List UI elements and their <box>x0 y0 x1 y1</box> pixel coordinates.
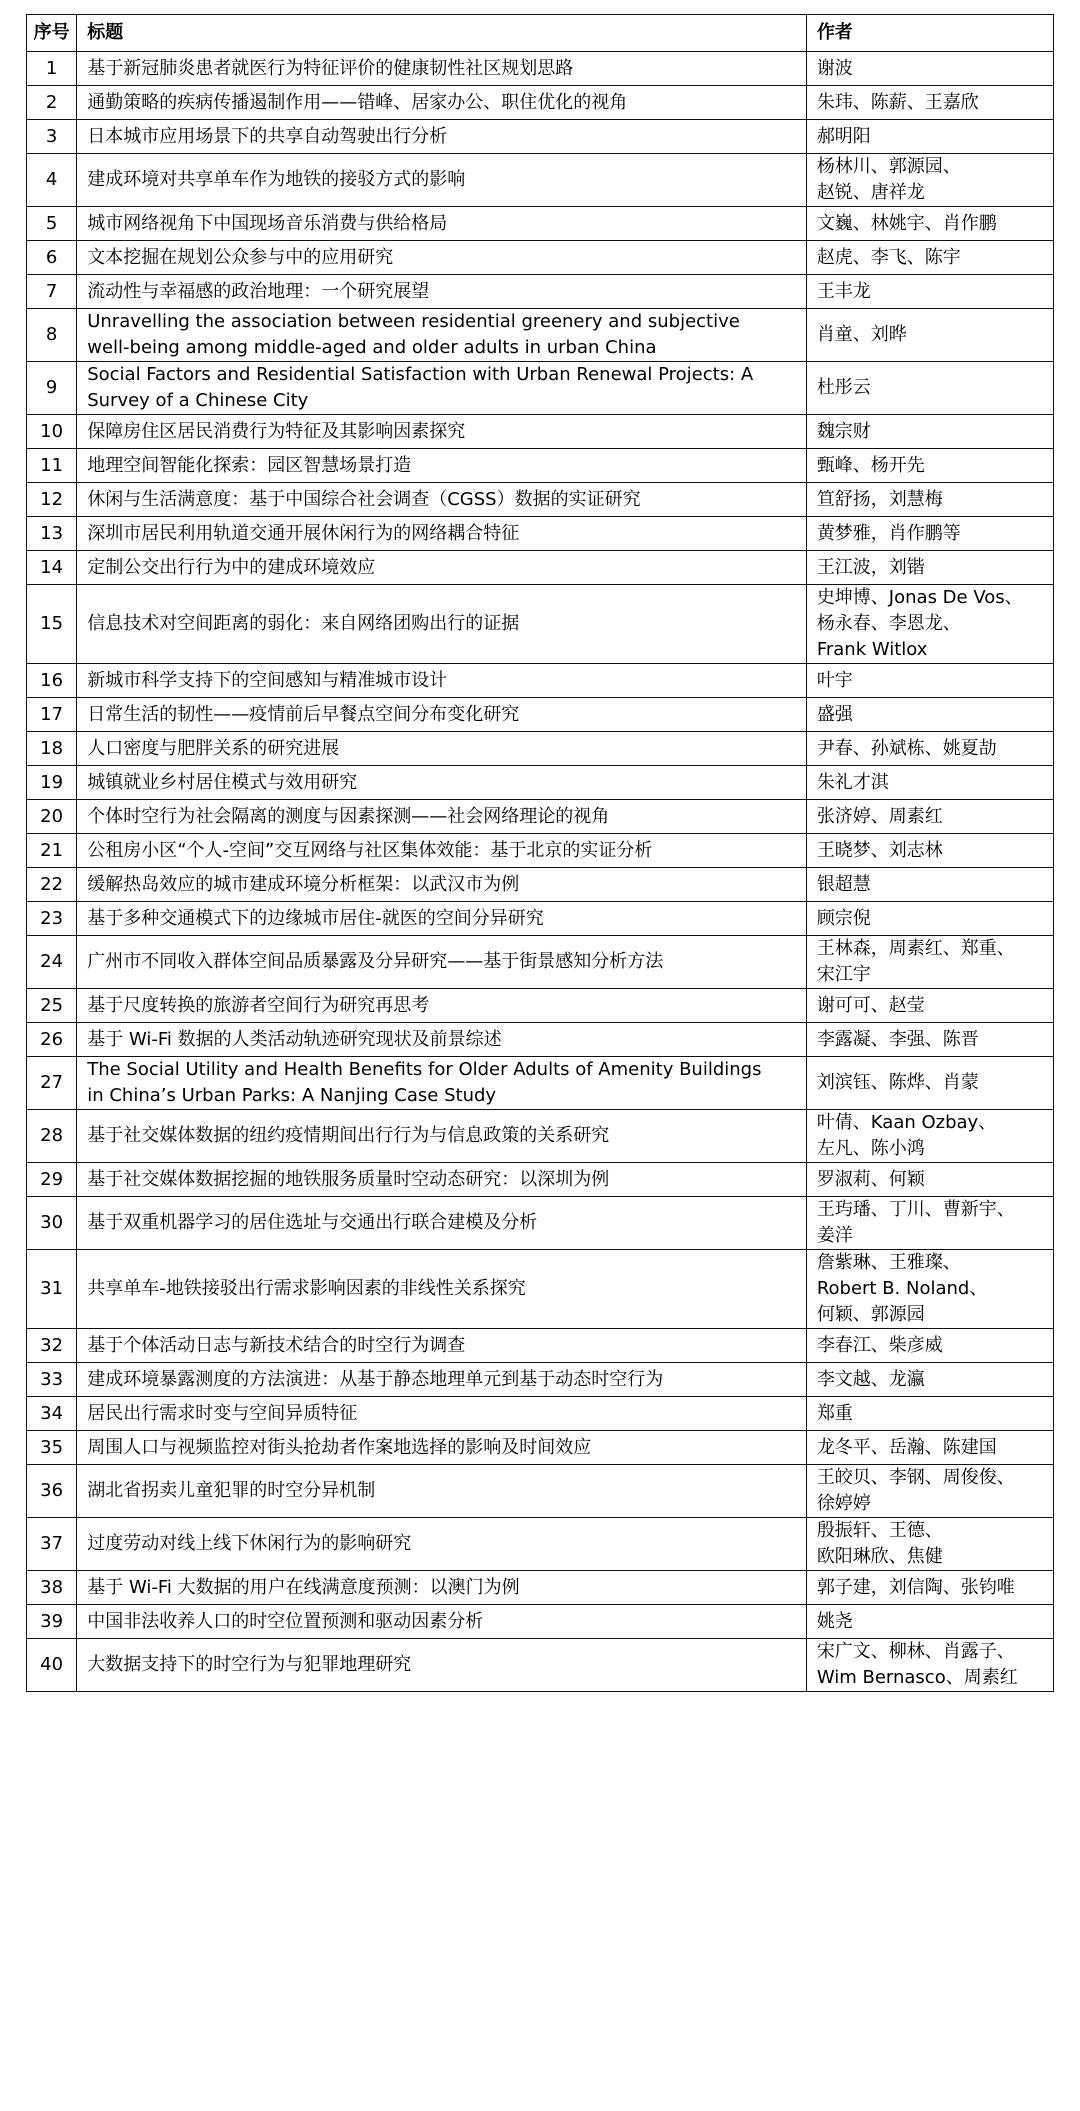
paper-title <box>77 1431 807 1465</box>
author-line: 甄峰、杨开先 <box>816 454 925 476</box>
author-line: 盛强 <box>816 703 853 725</box>
paper-title <box>77 1571 807 1605</box>
row-number: 17 <box>27 698 77 732</box>
row-number: 24 <box>27 936 77 989</box>
row-number: 7 <box>27 275 77 309</box>
paper-authors <box>806 1431 1053 1465</box>
author-line: 赵虎、李飞、陈宇 <box>816 246 961 268</box>
paper-authors <box>806 207 1053 241</box>
paper-title <box>77 362 807 415</box>
row-number: 40 <box>27 1639 77 1692</box>
paper-title <box>77 1250 807 1329</box>
author-line: Robert B. Noland、 <box>816 1278 988 1299</box>
row-number: 2 <box>27 86 77 120</box>
table-row <box>27 120 1054 154</box>
paper-authors <box>806 241 1053 275</box>
author-line: 刘滨钰、陈烨、肖蒙 <box>816 1072 979 1093</box>
author-line: 何颖、郭源园 <box>816 1304 925 1325</box>
paper-title <box>77 120 807 154</box>
author-line: 肖童、刘晔 <box>816 324 907 345</box>
title-line: 基于个体活动日志与新技术结合的时空行为调查 <box>87 1334 466 1356</box>
author-line: 王林森，周素红、郑重、 <box>816 938 1015 959</box>
author-line: 李露凝、李强、陈晋 <box>816 1028 979 1050</box>
paper-title <box>77 86 807 120</box>
author-line: 银超慧 <box>816 873 871 895</box>
author-line: 李文越、龙瀛 <box>816 1368 925 1390</box>
title-line: Unravelling the association between residential greenery and subjective <box>87 311 740 332</box>
paper-authors <box>806 868 1053 902</box>
table-row <box>27 1329 1054 1363</box>
paper-authors <box>806 1571 1053 1605</box>
table-row <box>27 86 1054 120</box>
row-number: 3 <box>27 120 77 154</box>
title-line: well-being among middle-aged and older adults in urban China <box>87 337 657 358</box>
title-line: 湖北省拐卖儿童犯罪的时空分异机制 <box>87 1480 376 1501</box>
title-line: 保障房住区居民消费行为特征及其影响因素探究 <box>87 420 466 442</box>
table-row <box>27 415 1054 449</box>
title-line: 地理空间智能化探索：园区智慧场景打造 <box>87 454 412 476</box>
paper-authors <box>806 800 1053 834</box>
title-line: 深圳市居民利用轨道交通开展休闲行为的网络耦合特征 <box>87 522 520 544</box>
table-row <box>27 551 1054 585</box>
paper-authors <box>806 664 1053 698</box>
paper-title <box>77 1465 807 1518</box>
title-line: 基于 Wi-Fi 数据的人类活动轨迹研究现状及前景综述 <box>87 1028 502 1050</box>
title-line: 日常生活的韧性——疫情前后早餐点空间分布变化研究 <box>87 703 520 725</box>
author-line: 姚尧 <box>816 1610 853 1632</box>
table-row <box>27 1397 1054 1431</box>
paper-title <box>77 868 807 902</box>
title-line: 大数据支持下的时空行为与犯罪地理研究 <box>87 1654 412 1675</box>
author-line: 尹春、孙斌栋、姚夏劼 <box>816 737 997 759</box>
table-row <box>27 1110 1054 1163</box>
paper-title <box>77 989 807 1023</box>
table-row <box>27 1518 1054 1571</box>
author-line: 叶倩、Kaan Ozbay、 <box>816 1112 997 1133</box>
row-number: 13 <box>27 517 77 551</box>
author-line: Wim Bernasco、周素红 <box>816 1667 1018 1688</box>
row-number: 29 <box>27 1163 77 1197</box>
paper-title <box>77 241 807 275</box>
paper-authors <box>806 362 1053 415</box>
author-line: Frank Witlox <box>816 639 928 660</box>
paper-authors <box>806 86 1053 120</box>
table-row <box>27 241 1054 275</box>
table-row <box>27 517 1054 551</box>
table-row <box>27 902 1054 936</box>
author-line: 赵锐、唐祥龙 <box>816 182 925 203</box>
title-line: 基于社交媒体数据挖掘的地铁服务质量时空动态研究：以深圳为例 <box>87 1168 610 1190</box>
paper-title <box>77 1397 807 1431</box>
header-num: 序号 <box>27 15 77 52</box>
author-line: 詹紫琳、王雅璨、 <box>816 1252 961 1273</box>
table-row <box>27 664 1054 698</box>
paper-title <box>77 415 807 449</box>
paper-title <box>77 936 807 989</box>
author-line: 文巍、林姚宇、肖作鹏 <box>816 212 997 234</box>
title-line: 休闲与生活满意度：基于中国综合社会调查（CGSS）数据的实证研究 <box>87 488 641 510</box>
title-line: 城镇就业乡村居住模式与效用研究 <box>87 771 358 793</box>
paper-title <box>77 732 807 766</box>
paper-authors <box>806 52 1053 86</box>
paper-authors <box>806 1639 1053 1692</box>
paper-title <box>77 664 807 698</box>
author-line: 左凡、陈小鸿 <box>816 1138 925 1159</box>
title-line: 建成环境暴露测度的方法演进：从基于静态地理单元到基于动态时空行为 <box>87 1368 664 1390</box>
paper-authors <box>806 551 1053 585</box>
paper-title <box>77 698 807 732</box>
paper-title <box>77 551 807 585</box>
title-line: 周围人口与视频监控对街头抢劫者作案地选择的影响及时间效应 <box>87 1436 592 1458</box>
paper-title <box>77 834 807 868</box>
table-row <box>27 868 1054 902</box>
table-row <box>27 936 1054 989</box>
author-line: 朱玮、陈薪、王嘉欣 <box>816 91 979 113</box>
table-row <box>27 989 1054 1023</box>
row-number: 8 <box>27 309 77 362</box>
paper-authors <box>806 483 1053 517</box>
table-row <box>27 154 1054 207</box>
title-line: 过度劳动对线上线下休闲行为的影响研究 <box>87 1533 412 1554</box>
paper-authors <box>806 1110 1053 1163</box>
row-number: 30 <box>27 1197 77 1250</box>
paper-title <box>77 1518 807 1571</box>
table-row <box>27 1431 1054 1465</box>
header-title: 标题 <box>77 15 807 52</box>
table-row <box>27 275 1054 309</box>
table-row <box>27 834 1054 868</box>
title-line: 人口密度与肥胖关系的研究进展 <box>87 737 340 759</box>
row-number: 14 <box>27 551 77 585</box>
row-number: 35 <box>27 1431 77 1465</box>
author-line: 欧阳琳欣、焦健 <box>816 1546 943 1567</box>
table-body <box>27 52 1054 1692</box>
table-row <box>27 698 1054 732</box>
row-number: 4 <box>27 154 77 207</box>
paper-title <box>77 483 807 517</box>
paper-title <box>77 517 807 551</box>
author-line: 徐婷婷 <box>816 1493 871 1514</box>
paper-title <box>77 1605 807 1639</box>
author-line: 王玙璠、丁川、曹新宇、 <box>816 1199 1015 1220</box>
paper-title <box>77 154 807 207</box>
header-author: 作者 <box>806 15 1053 52</box>
title-line: 定制公交出行行为中的建成环境效应 <box>87 556 376 578</box>
title-line: 基于 Wi-Fi 大数据的用户在线满意度预测：以澳门为例 <box>87 1576 520 1598</box>
author-line: 黄梦雅，肖作鹏等 <box>816 522 961 544</box>
title-line: 基于社交媒体数据的纽约疫情期间出行行为与信息政策的关系研究 <box>87 1125 610 1146</box>
paper-title <box>77 275 807 309</box>
title-line: 信息技术对空间距离的弱化：来自网络团购出行的证据 <box>87 613 520 634</box>
row-number: 1 <box>27 52 77 86</box>
paper-title <box>77 1110 807 1163</box>
paper-authors <box>806 275 1053 309</box>
paper-authors <box>806 1363 1053 1397</box>
row-number: 37 <box>27 1518 77 1571</box>
table-row <box>27 52 1054 86</box>
row-number: 15 <box>27 585 77 664</box>
table-row <box>27 1571 1054 1605</box>
table-row <box>27 1465 1054 1518</box>
author-line: 郭子建，刘信陶、张钧唯 <box>816 1576 1015 1598</box>
row-number: 11 <box>27 449 77 483</box>
author-line: 龙冬平、岳瀚、陈建国 <box>816 1436 997 1458</box>
author-line: 朱礼才淇 <box>816 771 889 793</box>
row-number: 36 <box>27 1465 77 1518</box>
paper-authors <box>806 1197 1053 1250</box>
author-line: 顾宗倪 <box>816 907 871 929</box>
paper-title <box>77 1197 807 1250</box>
paper-authors <box>806 585 1053 664</box>
paper-authors <box>806 415 1053 449</box>
table-row <box>27 1250 1054 1329</box>
row-number: 9 <box>27 362 77 415</box>
table-row <box>27 449 1054 483</box>
author-line: 宋广文、柳林、肖露子、 <box>816 1641 1015 1662</box>
paper-title <box>77 1023 807 1057</box>
table-header-row <box>27 15 1054 52</box>
title-line: 基于尺度转换的旅游者空间行为研究再思考 <box>87 994 430 1016</box>
table-row <box>27 800 1054 834</box>
title-line: 公租房小区“个人-空间”交互网络与社区集体效能：基于北京的实证分析 <box>87 839 653 861</box>
paper-authors <box>806 309 1053 362</box>
paper-authors <box>806 449 1053 483</box>
author-line: 叶宇 <box>816 669 853 691</box>
row-number: 31 <box>27 1250 77 1329</box>
table-row <box>27 1163 1054 1197</box>
title-line: 共享单车-地铁接驳出行需求影响因素的非线性关系探究 <box>87 1278 526 1299</box>
title-line: 日本城市应用场景下的共享自动驾驶出行分析 <box>87 125 448 147</box>
table-row <box>27 1363 1054 1397</box>
paper-authors <box>806 1605 1053 1639</box>
paper-authors <box>806 732 1053 766</box>
author-line: 张济婷、周素红 <box>816 805 943 827</box>
row-number: 6 <box>27 241 77 275</box>
paper-title <box>77 52 807 86</box>
title-line: 基于双重机器学习的居住选址与交通出行联合建模及分析 <box>87 1212 538 1233</box>
author-line: 王晓梦、刘志林 <box>816 839 943 861</box>
row-number: 12 <box>27 483 77 517</box>
row-number: 34 <box>27 1397 77 1431</box>
author-line: 谢可可、赵莹 <box>816 994 925 1016</box>
title-line: Survey of a Chinese City <box>87 390 309 411</box>
paper-authors <box>806 936 1053 989</box>
row-number: 18 <box>27 732 77 766</box>
table-row <box>27 309 1054 362</box>
paper-authors <box>806 1518 1053 1571</box>
table-row <box>27 1197 1054 1250</box>
title-line: 通勤策略的疾病传播遏制作用——错峰、居家办公、职住优化的视角 <box>87 91 628 113</box>
table-row <box>27 585 1054 664</box>
title-line: 建成环境对共享单车作为地铁的接驳方式的影响 <box>87 169 466 190</box>
author-line: 史坤博、Jonas De Vos、 <box>816 587 1023 608</box>
title-line: 基于多种交通模式下的边缘城市居住-就医的空间分异研究 <box>87 907 544 929</box>
title-line: 文本挖掘在规划公众参与中的应用研究 <box>87 246 394 268</box>
author-line: 王丰龙 <box>816 280 871 302</box>
paper-title <box>77 1329 807 1363</box>
row-number: 16 <box>27 664 77 698</box>
row-number: 26 <box>27 1023 77 1057</box>
row-number: 33 <box>27 1363 77 1397</box>
row-number: 25 <box>27 989 77 1023</box>
paper-title <box>77 585 807 664</box>
paper-authors <box>806 1329 1053 1363</box>
table-row <box>27 1639 1054 1692</box>
title-line: 广州市不同收入群体空间品质暴露及分异研究——基于街景感知分析方法 <box>87 951 664 972</box>
author-line: 王江波，刘锴 <box>816 556 925 578</box>
paper-title <box>77 1057 807 1110</box>
paper-authors <box>806 1023 1053 1057</box>
paper-title <box>77 449 807 483</box>
title-line: in China’s Urban Parks: A Nanjing Case Study <box>87 1085 497 1106</box>
paper-authors <box>806 902 1053 936</box>
table-row <box>27 207 1054 241</box>
table-row <box>27 766 1054 800</box>
row-number: 27 <box>27 1057 77 1110</box>
author-line: 笪舒扬，刘慧梅 <box>816 488 943 510</box>
paper-title <box>77 207 807 241</box>
title-line: Social Factors and Residential Satisfaction with Urban Renewal Projects: A <box>87 364 754 385</box>
table-row <box>27 1605 1054 1639</box>
row-number: 10 <box>27 415 77 449</box>
author-line: 杨林川、郭源园、 <box>816 156 961 177</box>
paper-title <box>77 766 807 800</box>
table-row <box>27 362 1054 415</box>
paper-authors <box>806 1397 1053 1431</box>
table-row <box>27 1023 1054 1057</box>
author-line: 罗淑莉、何颖 <box>816 1168 925 1190</box>
row-number: 32 <box>27 1329 77 1363</box>
table-row <box>27 732 1054 766</box>
table-row <box>27 483 1054 517</box>
author-line: 郑重 <box>816 1402 853 1424</box>
author-line: 宋江宇 <box>816 964 871 985</box>
author-line: 王皎贝、李钢、周俊俊、 <box>816 1467 1015 1488</box>
paper-authors <box>806 834 1053 868</box>
title-line: 中国非法收养人口的时空位置预测和驱动因素分析 <box>87 1610 484 1632</box>
row-number: 23 <box>27 902 77 936</box>
row-number: 28 <box>27 1110 77 1163</box>
paper-title <box>77 1363 807 1397</box>
title-line: The Social Utility and Health Benefits for Older Adults of Amenity Buildings <box>87 1059 762 1080</box>
row-number: 39 <box>27 1605 77 1639</box>
author-line: 姜洋 <box>816 1225 853 1246</box>
author-line: 杨永春、李恩龙、 <box>816 613 961 634</box>
paper-authors <box>806 1465 1053 1518</box>
author-line: 杜彤云 <box>816 377 871 398</box>
title-line: 个体时空行为社会隔离的测度与因素探测——社会网络理论的视角 <box>87 805 610 827</box>
row-number: 21 <box>27 834 77 868</box>
author-line: 李春江、柴彦威 <box>816 1334 943 1356</box>
title-line: 缓解热岛效应的城市建成环境分析框架：以武汉市为例 <box>87 873 520 895</box>
title-line: 居民出行需求时变与空间异质特征 <box>87 1402 358 1424</box>
paper-authors <box>806 1163 1053 1197</box>
paper-authors <box>806 517 1053 551</box>
paper-authors <box>806 698 1053 732</box>
row-number: 22 <box>27 868 77 902</box>
paper-title <box>77 1639 807 1692</box>
row-number: 19 <box>27 766 77 800</box>
paper-authors <box>806 1057 1053 1110</box>
row-number: 5 <box>27 207 77 241</box>
paper-authors <box>806 766 1053 800</box>
paper-authors <box>806 989 1053 1023</box>
title-line: 城市网络视角下中国现场音乐消费与供给格局 <box>87 212 448 234</box>
paper-authors <box>806 120 1053 154</box>
author-line: 郝明阳 <box>816 125 871 147</box>
author-line: 魏宗财 <box>816 420 871 442</box>
title-line: 新城市科学支持下的空间感知与精准城市设计 <box>87 669 448 691</box>
row-number: 38 <box>27 1571 77 1605</box>
paper-authors <box>806 1250 1053 1329</box>
author-line: 殷振轩、王德、 <box>816 1520 943 1541</box>
title-line: 流动性与幸福感的政治地理：一个研究展望 <box>87 280 430 302</box>
author-line: 谢波 <box>816 57 853 79</box>
paper-authors <box>806 154 1053 207</box>
row-number: 20 <box>27 800 77 834</box>
paper-table <box>26 14 1054 1692</box>
paper-title <box>77 1163 807 1197</box>
table-row <box>27 1057 1054 1110</box>
title-line: 基于新冠肺炎患者就医行为特征评价的健康韧性社区规划思路 <box>87 57 574 79</box>
paper-title <box>77 309 807 362</box>
paper-title <box>77 902 807 936</box>
paper-title <box>77 800 807 834</box>
